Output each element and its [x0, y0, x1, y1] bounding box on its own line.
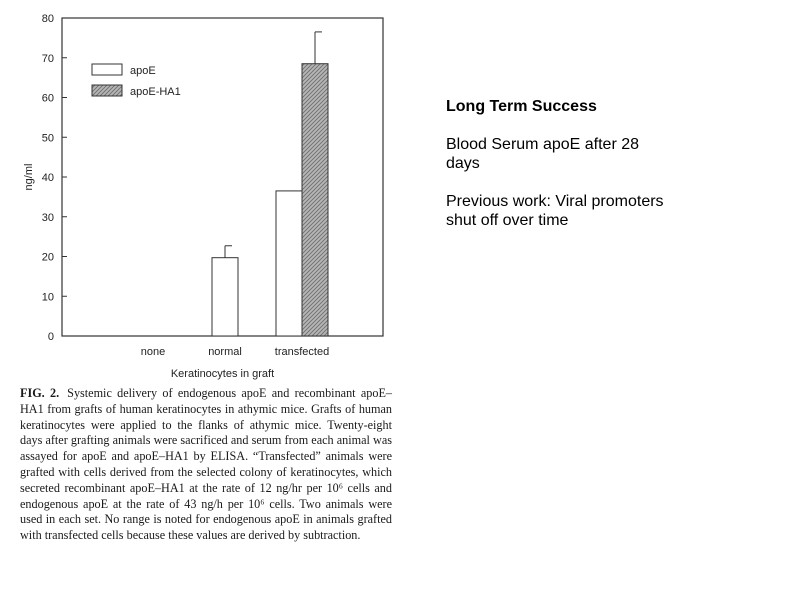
caption-label: FIG. 2. [20, 386, 60, 400]
y-tick-label-0: 0 [47, 331, 54, 343]
notes-line-1: Blood Serum apoE after 28 days [446, 136, 640, 172]
legend-swatch-0 [92, 64, 122, 75]
y-axis-label: ng/ml [23, 163, 35, 191]
notes-title: Long Term Success [446, 98, 597, 115]
slide-notes [446, 97, 676, 249]
bar-apoe-ha1-transfected [302, 64, 328, 336]
legend-swatch-1 [92, 85, 122, 96]
x-tick-label-2: transfected [274, 346, 330, 358]
legend-label-1: apoE-HA1 [130, 86, 181, 98]
bar-apoe-normal [212, 258, 238, 336]
x-tick-label-1: normal [208, 346, 242, 358]
y-tick-label-6: 60 [41, 92, 54, 105]
legend-label-0: apoE [130, 65, 156, 77]
y-tick-label-8: 80 [41, 13, 54, 25]
bar-apoe-transfected [276, 191, 302, 336]
y-tick-label-4: 40 [41, 172, 54, 184]
figure-caption [20, 386, 392, 544]
notes-line-2: Previous work: Viral promoters shut off over time [446, 193, 664, 229]
y-tick-label-2: 20 [41, 251, 54, 264]
x-tick-label-0: none [140, 346, 166, 358]
y-tick-label-3: 30 [41, 211, 54, 224]
bar-chart [0, 0, 420, 385]
y-tick-label-5: 50 [41, 132, 54, 145]
y-tick-label-7: 70 [41, 52, 54, 65]
x-axis-label: Keratinocytes in graft [170, 368, 275, 380]
caption-text: Systemic delivery of endogenous apoE and recombinant apoE–HA1 from grafts of human keratinocytes in athymic mice. Grafts of human keratinocytes were applied to the flanks of athymic mice. Twenty-eight days after grafting animals were sacrificed and serum from each animal was assayed for apoE and apoE–HA1 by ELISA. “Transfected” animals were grafted with cells derived from the selected colony of keratinocytes, which secreted recombinant apoE–HA1 at the rate of 12 ng/hr per 10⁶ cells and endogenous apoE at the rate of 43 ng/h per 10⁶ cells. Two animals were used in each set. No range is noted for endogenous apoE in animals grafted with transfected cells because these values are derived by subtraction. [20, 386, 392, 543]
y-tick-label-1: 10 [41, 291, 54, 304]
